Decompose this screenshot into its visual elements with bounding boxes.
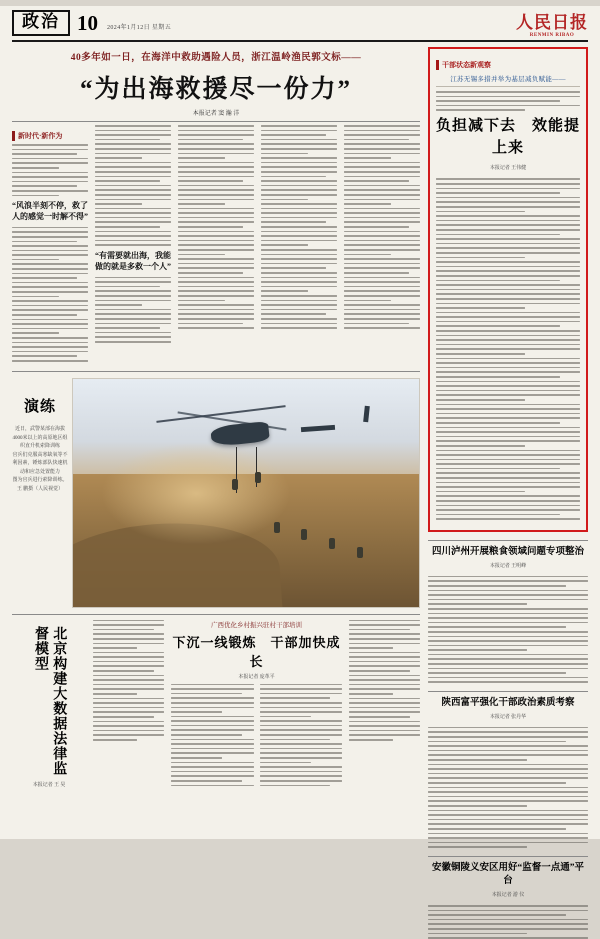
body-text	[260, 684, 342, 787]
bottom-left-headline: 北京构建大数据法律监督模型	[33, 625, 67, 776]
article-column	[261, 125, 337, 365]
bottom-left-byline: 本报记者 王 昊	[32, 782, 66, 788]
photo-caption-column	[12, 378, 72, 608]
body-text	[95, 277, 171, 343]
right-article-byline: 本报记者 游 仪	[491, 893, 525, 899]
paper-logo	[516, 8, 588, 38]
bottom-mid-article	[171, 620, 342, 791]
body-text	[436, 178, 580, 520]
paper-name: 人民日报	[516, 13, 588, 32]
bottom-section	[12, 614, 420, 791]
bottom-mid-byline: 本报记者 庞革平	[238, 674, 275, 680]
lead-shoulder: 40多年如一日，在海洋中救助遇险人员，浙江温岭渔民郭文标——	[70, 53, 362, 63]
article-column	[344, 125, 420, 365]
right-column	[428, 47, 588, 899]
bottom-mid-shoulder: 广西优化乡村振兴驻村干部培训	[211, 621, 302, 629]
right-article-title: 陕西富平强化干部政治素质考察	[441, 698, 575, 709]
column-tag: 干部状态新观察	[436, 60, 491, 70]
lead-article-columns	[12, 125, 420, 365]
right-shoulder: 江苏无锡多措并举为基层减负赋能——	[436, 74, 580, 87]
right-article-byline: 本报记者 张丹华	[489, 715, 527, 721]
page-number: 10	[77, 10, 98, 35]
body-text	[93, 620, 164, 741]
body-text	[344, 125, 420, 329]
article-column	[178, 125, 254, 365]
body-text	[171, 684, 253, 787]
body-text	[12, 227, 88, 362]
body-text	[428, 905, 588, 939]
body-text	[349, 620, 420, 741]
bottom-left-text	[93, 620, 164, 791]
body-text	[428, 576, 588, 683]
right-article-title: 四川泸州开展粮食领域问题专项整治	[431, 547, 584, 557]
right-article-1	[428, 540, 588, 683]
right-byline: 本报记者 王伟健	[489, 165, 527, 171]
article-column	[12, 125, 88, 365]
right-article-title: 安徽铜陵义安区用好“监督一点通”平台	[431, 862, 584, 887]
newspaper-page	[0, 6, 600, 899]
left-column	[12, 47, 420, 817]
right-article-byline: 本报记者 王明峰	[489, 564, 527, 570]
subhead-1: “风浪半刻不停，救了人的感觉一时解不得”	[12, 201, 88, 221]
body-text	[436, 91, 580, 111]
article-column	[95, 125, 171, 365]
photo-block	[12, 371, 420, 608]
body-text	[12, 144, 88, 196]
right-article-2	[428, 691, 588, 848]
photo-credit: 王 鹏摄（人民视觉）	[16, 486, 64, 492]
body-text	[428, 727, 588, 848]
bottom-right-text	[349, 620, 420, 791]
page-body	[12, 47, 588, 899]
right-article-3	[428, 856, 588, 939]
body-text	[261, 125, 337, 329]
section-label: 政治	[12, 10, 70, 36]
photo-caption-line: 图为官兵进行索降训练。	[12, 478, 68, 484]
photo-caption-line: 官兵们克服高寒缺氧等不利因素，锤炼部队快速机动和应急处置能力	[12, 452, 68, 475]
subhead-2: “有需要就出海，我能做的就是多救一个人”	[95, 251, 171, 271]
highlighted-article	[428, 47, 588, 532]
lead-byline: 本报记者 窦 瀚 洋	[192, 111, 240, 117]
right-headline: 负担减下去 效能提上来	[436, 117, 581, 157]
news-photo	[72, 378, 420, 608]
paper-name-pinyin: RENMIN RIBAO	[529, 33, 575, 38]
body-text	[178, 125, 254, 329]
bottom-left-article	[12, 620, 86, 791]
body-text	[95, 125, 171, 246]
divider	[12, 121, 420, 122]
bottom-mid-headline: 下沉一线锻炼 干部加快成长	[172, 634, 341, 669]
photo-vertical-title: 演练	[23, 398, 56, 415]
lead-headline: “为出海救援尽一份力”	[79, 76, 352, 103]
photo-caption-line: 近日，武警某部在海拔4000米以上的高原地区组织直升机索降训练	[12, 427, 68, 450]
masthead	[12, 6, 588, 42]
column-tag: 新时代·新作为	[12, 131, 62, 141]
issue-date: 2024年1月12日 星期五	[107, 25, 172, 31]
